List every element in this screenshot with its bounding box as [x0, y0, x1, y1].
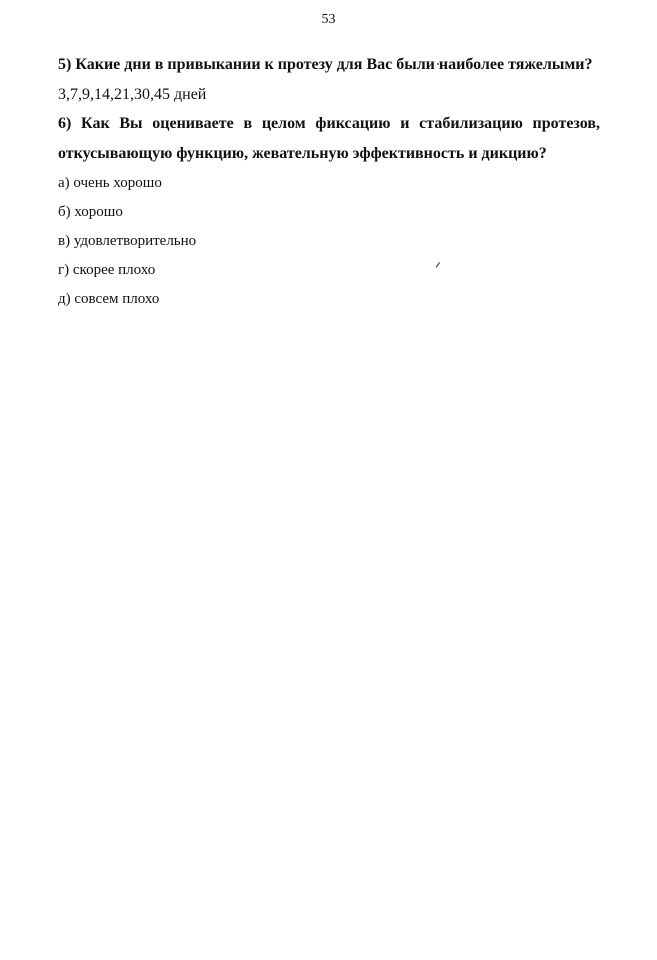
option-item: д) совсем плохо	[58, 291, 160, 307]
option-item: г) скорее плохо	[58, 262, 156, 278]
question-5: 5) Какие дни в привыкании к протезу для Вас были наиболее тяжелыми?	[58, 56, 593, 73]
document-body	[58, 50, 600, 314]
question-6: 6) Как Вы оцениваете в целом фиксацию и стабилизацию протезов, откусывающую функцию, жевательную эффективность и дикцию?	[58, 115, 600, 162]
option-item: а) очень хорошо	[58, 175, 162, 191]
answer-5: 3,7,9,14,21,30,45 дней	[58, 86, 207, 103]
page-number: 53	[321, 12, 336, 27]
option-item: в) удовлетворительно	[58, 233, 197, 249]
option-item: б) хорошо	[58, 204, 123, 220]
